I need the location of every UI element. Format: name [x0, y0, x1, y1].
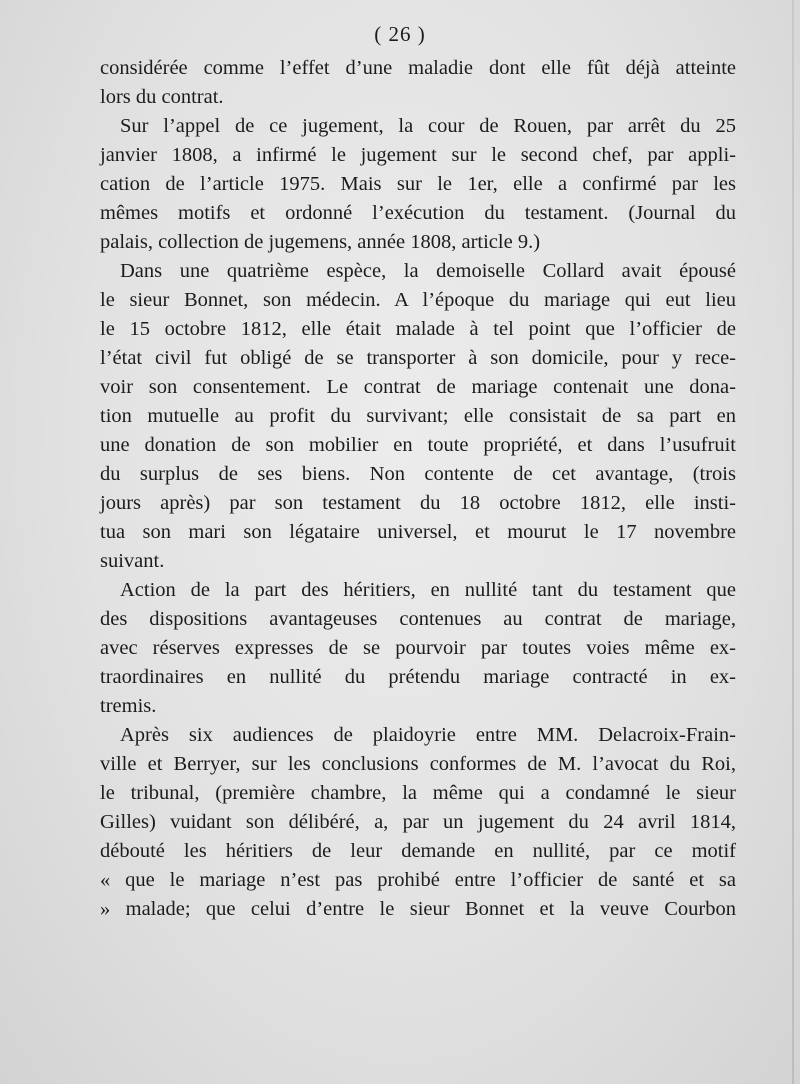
text-line: mêmes motifs et ordonné l’exécution du testament. (Journal du: [100, 202, 736, 224]
text-line: des dispositions avantageuses contenues au contrat de mariage,: [100, 608, 736, 630]
text-line: l’état civil fut obligé de se transporter à son domicile, pour y rece-: [100, 347, 736, 369]
text-line: du surplus de ses biens. Non contente de cet avantage, (trois: [100, 463, 736, 485]
text-line: palais, collection de jugemens, année 1808, article 9.): [100, 231, 541, 253]
text-line: » malade; que celui d’entre le sieur Bonnet et la veuve Courbon: [100, 898, 736, 920]
body-text: [100, 54, 736, 924]
text-line: le tribunal, (première chambre, la même qui a condamné le sieur: [100, 782, 736, 804]
text-line: considérée comme l’effet d’une maladie dont elle fût déjà atteinte: [100, 57, 736, 79]
text-line: suivant.: [100, 550, 165, 572]
text-line: Après six audiences de plaidoyrie entre MM. Delacroix-Frain-: [120, 724, 736, 746]
page-fold-shadow: [792, 0, 794, 1084]
text-line: le sieur Bonnet, son médecin. A l’époque du mariage qui eut lieu: [100, 289, 736, 311]
text-line: Dans une quatrième espèce, la demoiselle Collard avait épousé: [120, 260, 736, 282]
text-line: Action de la part des héritiers, en nullité tant du testament que: [120, 579, 736, 601]
text-line: tua son mari son légataire universel, et mourut le 17 novembre: [100, 521, 736, 543]
text-line: tion mutuelle au profit du survivant; elle consistait de sa part en: [100, 405, 736, 427]
text-line: janvier 1808, a infirmé le jugement sur le second chef, par appli-: [100, 144, 736, 166]
text-line: voir son consentement. Le contrat de mariage contenait une dona-: [100, 376, 736, 398]
page-number: ( 26 ): [374, 22, 426, 46]
text-line: lors du contrat.: [100, 86, 224, 108]
text-line: le 15 octobre 1812, elle était malade à tel point que l’officier de: [100, 318, 736, 340]
text-line: une donation de son mobilier en toute propriété, et dans l’usufruit: [100, 434, 736, 456]
text-line: débouté les héritiers de leur demande en nullité, par ce motif: [100, 840, 736, 862]
text-line: tremis.: [100, 695, 157, 717]
text-line: traordinaires en nullité du prétendu mariage contracté in ex-: [100, 666, 736, 688]
text-line: « que le mariage n’est pas prohibé entre l’officier de santé et sa: [100, 869, 736, 891]
text-line: Sur l’appel de ce jugement, la cour de Rouen, par arrêt du 25: [120, 115, 736, 137]
text-line: avec réserves expresses de se pourvoir par toutes voies même ex-: [100, 637, 736, 659]
text-line: ville et Berryer, sur les conclusions conformes de M. l’avocat du Roi,: [100, 753, 736, 775]
text-line: jours après) par son testament du 18 octobre 1812, elle insti-: [100, 492, 736, 514]
text-line: Gilles) vuidant son délibéré, a, par un jugement du 24 avril 1814,: [100, 811, 736, 833]
text-line: cation de l’article 1975. Mais sur le 1er, elle a confirmé par les: [100, 173, 736, 195]
